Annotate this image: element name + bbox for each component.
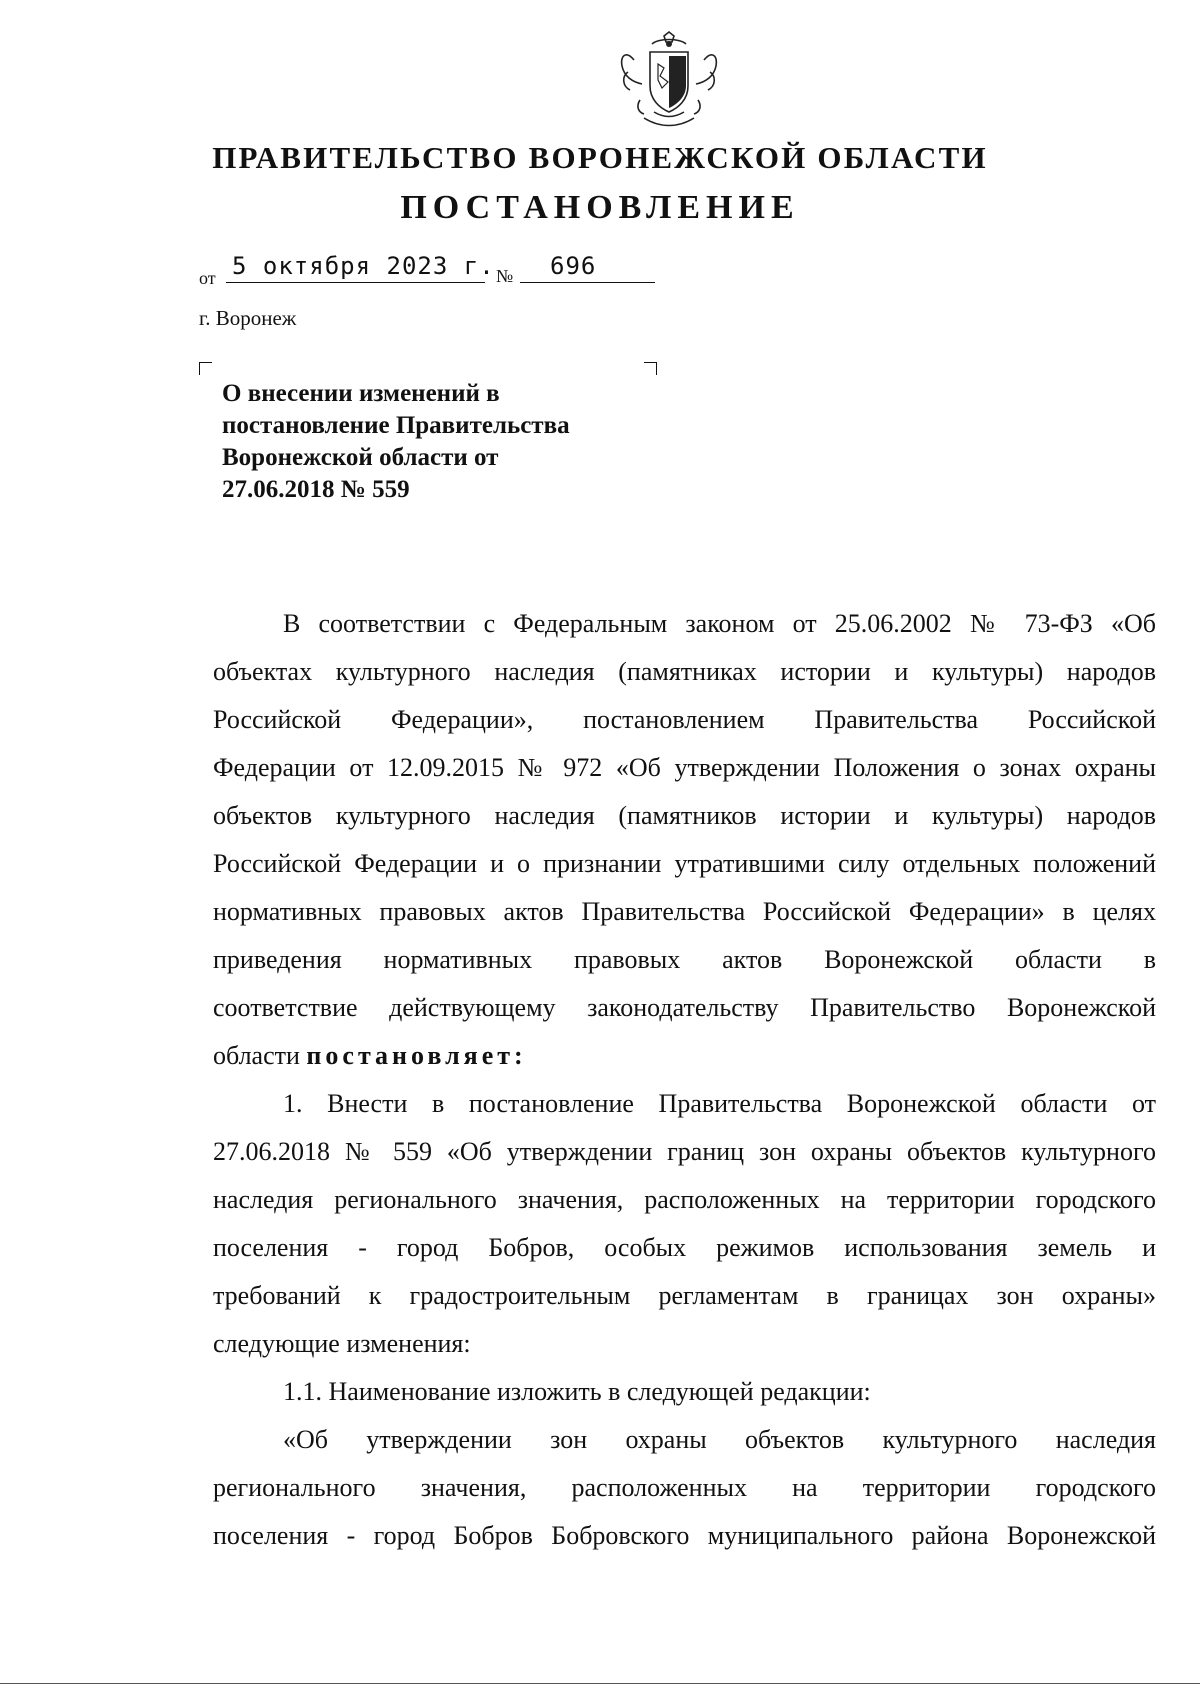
date-number-line xyxy=(0,252,1200,292)
body-line: Федерации от 12.09.2015 № 972 «Об утверждении Положения о зонах охраны xyxy=(213,753,1156,782)
page-bottom-edge xyxy=(0,1683,1200,1684)
subject-corner-left xyxy=(199,362,212,375)
item-line: 27.06.2018 № 559 «Об утверждении границ зон охраны объектов культурного xyxy=(213,1137,1156,1166)
body-line: приведения нормативных правовых актов Воронежской области в xyxy=(213,945,1156,974)
item-line: «Об утверждении зон охраны объектов культурного наследия xyxy=(283,1425,1156,1454)
item-line: 1.1. Наименование изложить в следующей редакции: xyxy=(283,1377,871,1406)
document-subject xyxy=(222,378,662,506)
document-date: 5 октября 2023 г. xyxy=(232,252,495,280)
date-underline xyxy=(226,282,485,283)
city-of-issue: г. Воронеж xyxy=(199,306,297,330)
body-line: Российской Федерации», постановлением Правительства Российской xyxy=(213,705,1156,734)
resolve-line xyxy=(213,1032,1156,1080)
body-line: нормативных правовых актов Правительства Российской Федерации» в целях xyxy=(213,897,1156,926)
body-line: В соответствии с Федеральным законом от 25.06.2002 № 73-ФЗ «Об xyxy=(283,609,1156,638)
subject-line: О внесении изменений в xyxy=(222,380,500,407)
body-line: соответствие действующему законодательству Правительство Воронежской xyxy=(213,993,1156,1022)
item-line: требований к градостроительным регламентам в границах зон охраны» xyxy=(213,1281,1156,1310)
item-line: 1. Внести в постановление Правительства Воронежской области от xyxy=(283,1089,1156,1118)
subject-line: Воронежской области от xyxy=(222,444,499,471)
document-number: 696 xyxy=(550,252,597,280)
body-line: Российской Федерации и о признании утратившими силу отдельных положений xyxy=(213,849,1156,878)
item-line: поселения - город Бобров, особых режимов использования земель и xyxy=(213,1233,1156,1262)
item-line: регионального значения, расположенных на территории городского xyxy=(213,1473,1156,1502)
coat-of-arms-emblem xyxy=(614,30,724,130)
resolve-keyword: постановляет: xyxy=(306,1041,527,1070)
item-line: наследия регионального значения, расположенных на территории городского xyxy=(213,1185,1156,1214)
resolve-prefix: области xyxy=(213,1041,300,1070)
number-label: № xyxy=(496,266,514,286)
item-line: поселения - город Бобров Бобровского муниципального района Воронежской xyxy=(213,1521,1156,1550)
number-underline xyxy=(520,282,655,283)
document-type-title: ПОСТАНОВЛЕНИЕ xyxy=(400,189,800,226)
item-line: следующие изменения: xyxy=(213,1329,471,1358)
subject-line: 27.06.2018 № 559 xyxy=(222,476,410,503)
organization-title: ПРАВИТЕЛЬСТВО ВОРОНЕЖСКОЙ ОБЛАСТИ xyxy=(212,140,988,175)
subject-corner-right xyxy=(644,362,657,375)
subject-line: постановление Правительства xyxy=(222,412,570,439)
from-label: от xyxy=(199,268,216,288)
body-line: объектах культурного наследия (памятниках истории и культуры) народов xyxy=(213,657,1156,686)
document-body xyxy=(213,600,1156,1560)
body-line: объектов культурного наследия (памятников истории и культуры) народов xyxy=(213,801,1156,830)
